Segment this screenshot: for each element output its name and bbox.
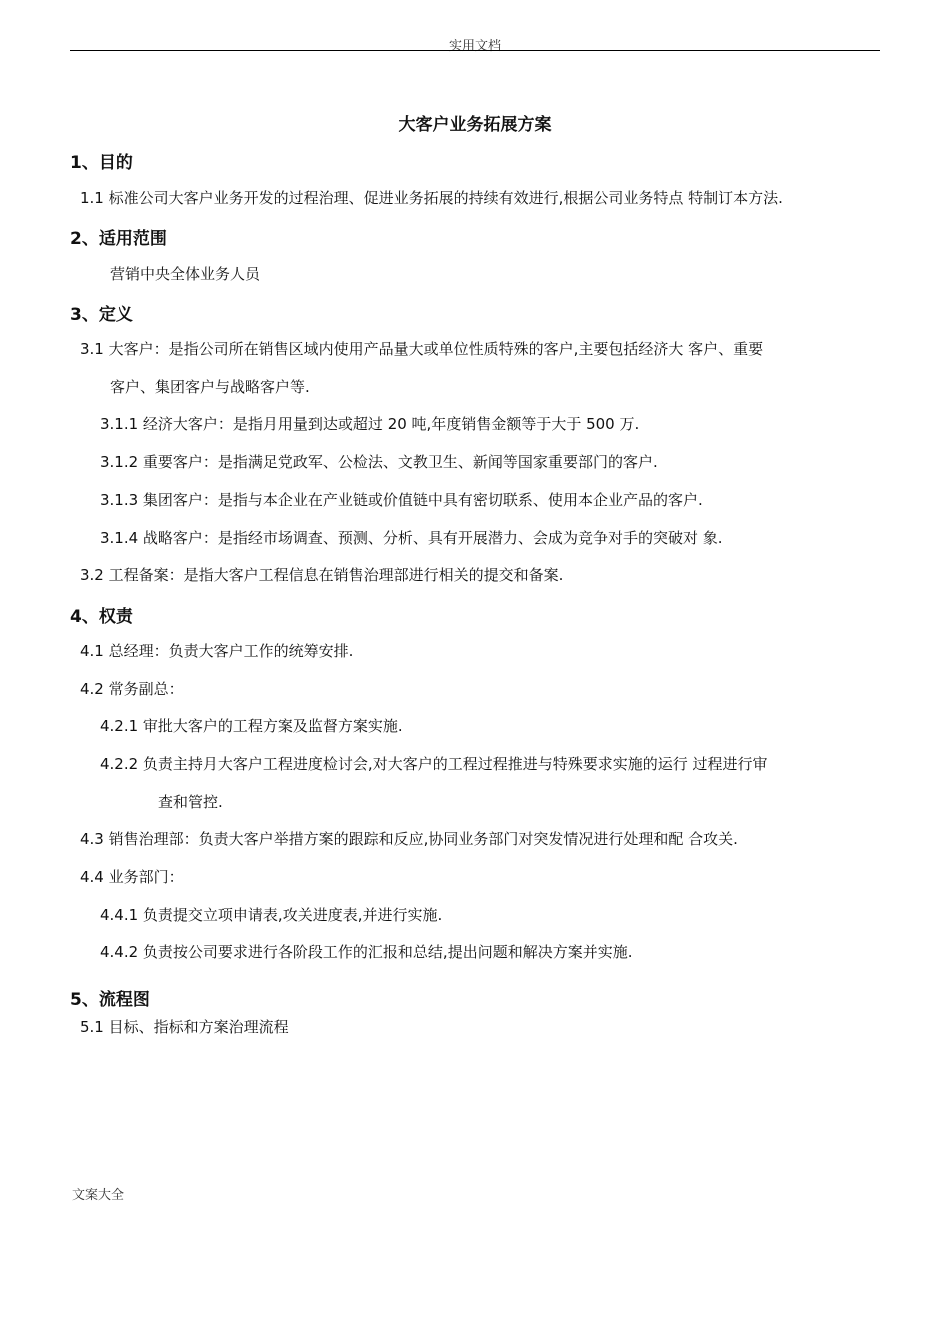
paragraph-4-2-2-line1: 4.2.2 负责主持月大客户工程进度检讨会,对大客户的工程过程推进与特殊要求实施的运行 过程进行审 [100,755,768,773]
paragraph-4-2-1: 4.2.1 审批大客户的工程方案及监督方案实施. [100,717,403,735]
paragraph-4-2: 4.2 常务副总： [80,680,184,698]
page-footer: 文案大全 [72,1188,125,1203]
paragraph-4-1: 4.1 总经理：负责大客户工作的统筹安排. [80,642,354,660]
paragraph-4-4-1: 4.4.1 负责提交立项申请表,攻关进度表,并进行实施. [100,906,443,924]
paragraph-3-1-1: 3.1.1 经济大客户：是指月用量到达或超过 20 吨,年度销售金额等于大于 500 万. [100,415,640,433]
paragraph-4-4-2: 4.4.2 负责按公司要求进行各阶段工作的汇报和总结,提出问题和解决方案并实施. [100,943,633,961]
section-4-heading: 4、权责 [70,607,133,627]
paragraph-4-4: 4.4 业务部门： [80,868,184,886]
paragraph-1-1: 1.1 标准公司大客户业务开发的过程治理、促进业务拓展的持续有效进行,根据公司业务特点 特制订本方法. [80,189,783,207]
section-1-heading: 1、目的 [70,153,133,173]
page-header: 实用文档 [448,39,501,54]
section-3-heading: 3、定义 [70,305,133,325]
paragraph-3-1-4: 3.1.4 战略客户：是指经市场调查、预测、分析、具有开展潜力、会成为竞争对手的突破对 象. [100,529,723,547]
document-title: 大客户业务拓展方案 [398,115,552,135]
paragraph-3-1-line1: 3.1 大客户：是指公司所在销售区域内使用产品量大或单位性质特殊的客户,主要包括经济大 客户、重要 [80,340,764,358]
paragraph-2-1: 营销中央全体业务人员 [110,265,261,283]
paragraph-5-1: 5.1 目标、指标和方案治理流程 [80,1018,289,1036]
paragraph-3-2: 3.2 工程备案：是指大客户工程信息在销售治理部进行相关的提交和备案. [80,566,564,584]
paragraph-4-2-2-line2: 查和管控. [158,793,223,811]
paragraph-3-1-3: 3.1.3 集团客户：是指与本企业在产业链或价值链中具有密切联系、使用本企业产品的客户. [100,491,703,509]
paragraph-3-1-2: 3.1.2 重要客户：是指满足党政军、公检法、文教卫生、新闻等国家重要部门的客户. [100,453,658,471]
header-rule [70,50,880,51]
section-2-heading: 2、适用范围 [70,229,167,249]
paragraph-3-1-line2: 客户、集团客户与战略客户等. [110,378,310,396]
paragraph-4-3: 4.3 销售治理部：负责大客户举措方案的跟踪和反应,协同业务部门对突发情况进行处理和配 合攻关. [80,830,738,848]
section-5-heading: 5、流程图 [70,990,150,1010]
